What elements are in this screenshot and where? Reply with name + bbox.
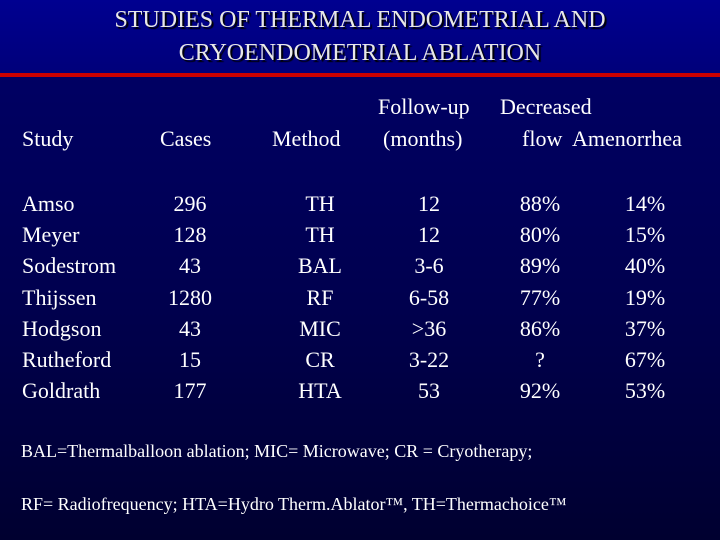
table-cell-method: MIC bbox=[299, 315, 341, 341]
column-follow-up bbox=[389, 188, 469, 406]
table-cell-cases: 296 bbox=[173, 191, 207, 216]
header-cases: Cases bbox=[160, 126, 212, 151]
column-decreased-flow bbox=[500, 188, 580, 406]
table-cell-amenorrhea: 14% bbox=[624, 191, 666, 216]
column-method bbox=[275, 188, 365, 406]
slide-title-line-2: CRYOENDOMETRIAL ABLATION bbox=[178, 40, 542, 66]
header-study: Study bbox=[22, 126, 74, 151]
table-cell-decreased-flow: 80% bbox=[519, 222, 561, 248]
table-cell-amenorrhea: 19% bbox=[624, 284, 666, 310]
table-cell-decreased-flow: 89% bbox=[519, 253, 561, 279]
header-follow-up: Follow-up bbox=[378, 94, 470, 119]
table-cell-follow-up: 53 bbox=[418, 378, 440, 404]
table-cell-method: RF bbox=[306, 284, 334, 310]
table-cell-follow-up: 3-22 bbox=[408, 346, 450, 372]
header-amenorrhea: Amenorrhea bbox=[572, 126, 682, 151]
header-decreased: Decreased bbox=[500, 94, 592, 119]
title-underline bbox=[0, 73, 720, 77]
column-cases bbox=[150, 188, 230, 406]
table-cell-amenorrhea: 40% bbox=[624, 253, 666, 279]
table-cell-cases: 43 bbox=[179, 315, 201, 341]
table-cell-amenorrhea: 37% bbox=[624, 315, 666, 341]
table-cell-follow-up: 6-58 bbox=[408, 284, 450, 310]
table-cell-study: Hodgson bbox=[22, 315, 102, 341]
table-cell-study: Goldrath bbox=[22, 378, 101, 404]
table-cell-follow-up: >36 bbox=[411, 315, 447, 341]
table-cell-study: Amso bbox=[22, 191, 75, 216]
table-cell-study: Thijssen bbox=[22, 284, 97, 310]
table-cell-cases: 177 bbox=[173, 378, 207, 404]
table-cell-method: BAL bbox=[298, 253, 342, 279]
slide-title-line-1: STUDIES OF THERMAL ENDOMETRIAL AND bbox=[114, 7, 606, 33]
table-cell-amenorrhea: 15% bbox=[624, 222, 666, 248]
table-cell-cases: 15 bbox=[179, 346, 201, 372]
table-cell-follow-up: 12 bbox=[418, 191, 440, 216]
table-cell-decreased-flow: ? bbox=[535, 346, 545, 372]
table-cell-amenorrhea: 53% bbox=[624, 378, 666, 404]
table-cell-decreased-flow: 86% bbox=[519, 315, 561, 341]
table-cell-method: TH bbox=[305, 191, 335, 216]
header-flow: flow bbox=[522, 126, 563, 151]
table-cell-method: HTA bbox=[298, 378, 342, 404]
table-cell-amenorrhea: 67% bbox=[624, 346, 666, 372]
table-cell-study: Sodestrom bbox=[22, 253, 117, 279]
table-cell-cases: 128 bbox=[173, 222, 207, 248]
table-cell-study: Meyer bbox=[22, 222, 80, 248]
column-study bbox=[22, 188, 116, 406]
table-cell-follow-up: 12 bbox=[418, 222, 440, 248]
table-cell-cases: 43 bbox=[179, 253, 201, 279]
column-amenorrhea bbox=[605, 188, 685, 406]
header-months: (months) bbox=[383, 126, 463, 151]
table-cell-decreased-flow: 77% bbox=[519, 284, 561, 310]
table-cell-study: Rutheford bbox=[22, 346, 112, 372]
footnote-line-2: RF= Radiofrequency; HTA=Hydro Therm.Ablator™, TH=Thermachoice™ bbox=[21, 494, 567, 514]
table-cell-decreased-flow: 92% bbox=[519, 378, 561, 404]
table-cell-method: CR bbox=[305, 346, 335, 372]
header-method: Method bbox=[272, 126, 341, 151]
footnote-line-1: BAL=Thermalballoon ablation; MIC= Microwave; CR = Cryotherapy; bbox=[21, 441, 533, 461]
table-cell-decreased-flow: 88% bbox=[519, 191, 561, 216]
table-cell-method: TH bbox=[305, 222, 335, 248]
table-cell-cases: 1280 bbox=[168, 284, 212, 310]
table-cell-follow-up: 3-6 bbox=[414, 253, 444, 279]
